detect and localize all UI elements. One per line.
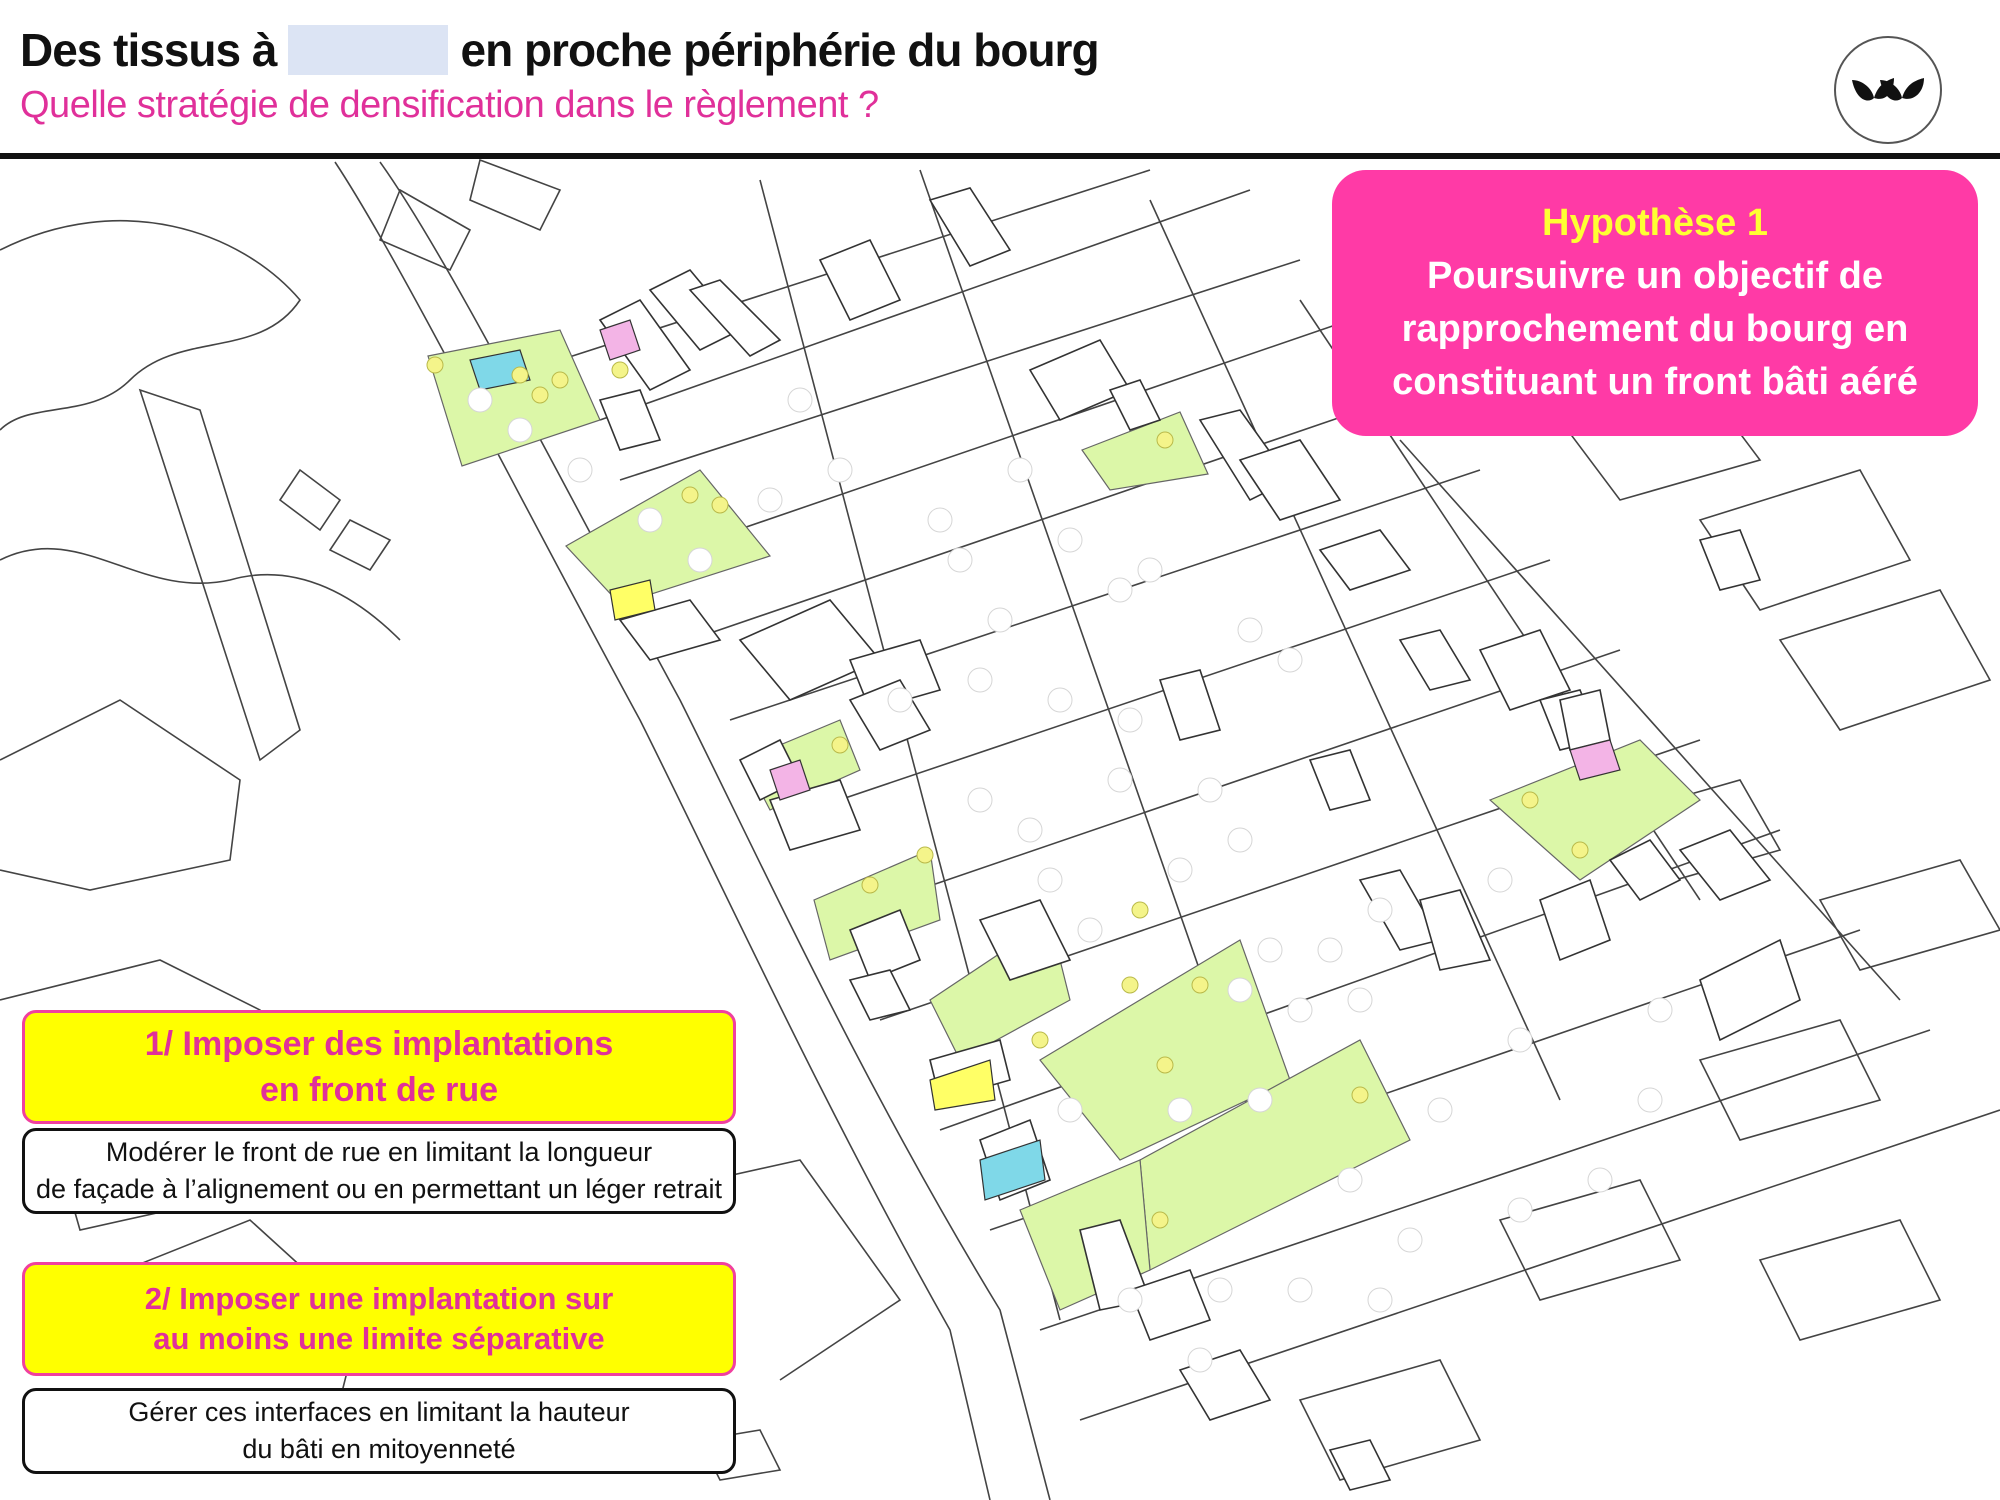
- measure-1-desc-line-2: de façade à l’alignement ou en permettant un léger retrait: [36, 1174, 722, 1204]
- hypothesis-line-1: Poursuivre un objectif de: [1426, 255, 1884, 297]
- measure-1-title-box: [22, 1010, 736, 1124]
- measure-1-desc-line-1: Modérer le front de rue en limitant la longueur: [105, 1137, 653, 1167]
- hypothesis-heading: Hypothèse 1: [1542, 202, 1768, 244]
- hypothesis-line-2: rapprochement du bourg en: [1401, 308, 1909, 350]
- page-title: [20, 22, 1099, 78]
- redacted-placename: [288, 25, 448, 75]
- leaf-logo-icon: [1834, 36, 1942, 144]
- measure-2-title-line-2: au moins une limite séparative: [153, 1321, 605, 1356]
- measure-1-title-line-1: 1/ Imposer des implantations: [144, 1025, 614, 1063]
- hypothesis-line-3: constituant un front bâti aéré: [1392, 361, 1918, 403]
- hypothesis-box: [1332, 170, 1978, 436]
- measure-2-title-line-1: 2/ Imposer une implantation sur: [144, 1281, 614, 1316]
- measure-2-desc-line-2: du bâti en mitoyenneté: [242, 1434, 516, 1464]
- measure-1-description-box: [22, 1128, 736, 1214]
- measure-2-title-box: [22, 1262, 736, 1376]
- measure-2-desc-line-1: Gérer ces interfaces en limitant la hauteur: [128, 1397, 630, 1427]
- measure-2-description-box: [22, 1388, 736, 1474]
- measure-1-title-line-2: en front de rue: [259, 1071, 499, 1109]
- page-header: [0, 0, 2000, 158]
- title-part-2: en proche périphérie du bourg: [460, 24, 1099, 76]
- title-part-1: Des tissus à: [20, 24, 277, 76]
- page-subtitle: Quelle stratégie de densification dans le règlement ?: [20, 84, 879, 126]
